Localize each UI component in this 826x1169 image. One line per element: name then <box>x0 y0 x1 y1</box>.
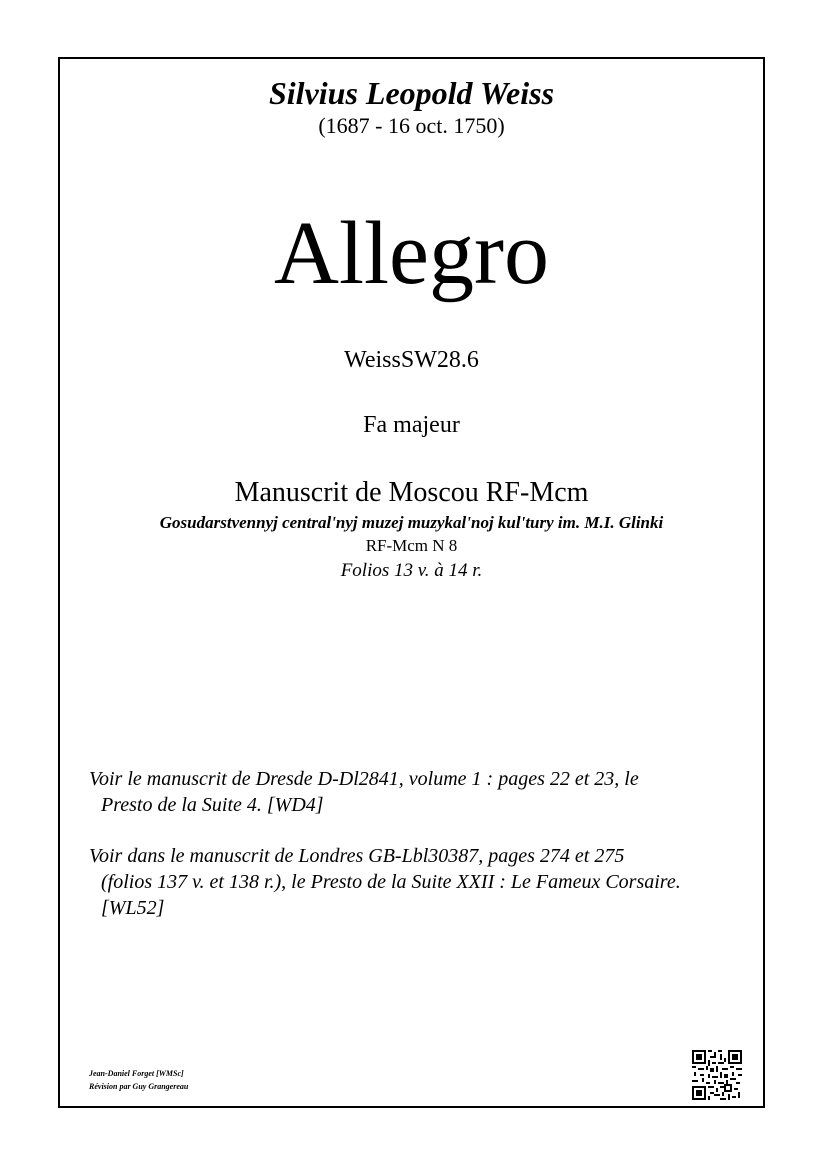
credit-revision: Révision par Guy Grangereau <box>89 1082 189 1091</box>
note-line: (folios 137 v. et 138 r.), le Presto de la Suite XXII : Le Fameux Corsaire. <box>101 871 681 893</box>
source-folios: Folios 13 v. à 14 r. <box>340 560 483 581</box>
composer-dates: (1687 - 16 oct. 1750) <box>318 113 505 138</box>
credit-editor: Jean-Daniel Forget [WMSc] <box>89 1069 184 1078</box>
note-line: [WL52] <box>101 897 165 919</box>
note-line: Voir le manuscrit de Dresde D-Dl2841, volume 1 : pages 22 et 23, le <box>89 768 639 790</box>
work-title: Allegro <box>274 204 549 303</box>
source-manuscript: Manuscrit de Moscou RF-Mcm <box>234 477 589 508</box>
qr-code-icon <box>692 1050 742 1100</box>
note-dresden <box>89 766 769 818</box>
catalog-number: WeissSW28.6 <box>344 347 479 373</box>
note-london <box>89 843 769 921</box>
source-library: Gosudarstvennyj central'nyj muzej muzykal'noj kul'tury im. M.I. Glinki <box>159 513 664 532</box>
credits <box>89 1067 188 1093</box>
note-line: Presto de la Suite 4. [WD4] <box>101 794 324 816</box>
composer-name: Silvius Leopold Weiss <box>268 75 555 111</box>
source-shelfmark: RF-Mcm N 8 <box>365 536 458 555</box>
note-line: Voir dans le manuscrit de Londres GB-Lbl30387, pages 274 et 275 <box>89 845 625 867</box>
key-signature: Fa majeur <box>363 412 460 438</box>
